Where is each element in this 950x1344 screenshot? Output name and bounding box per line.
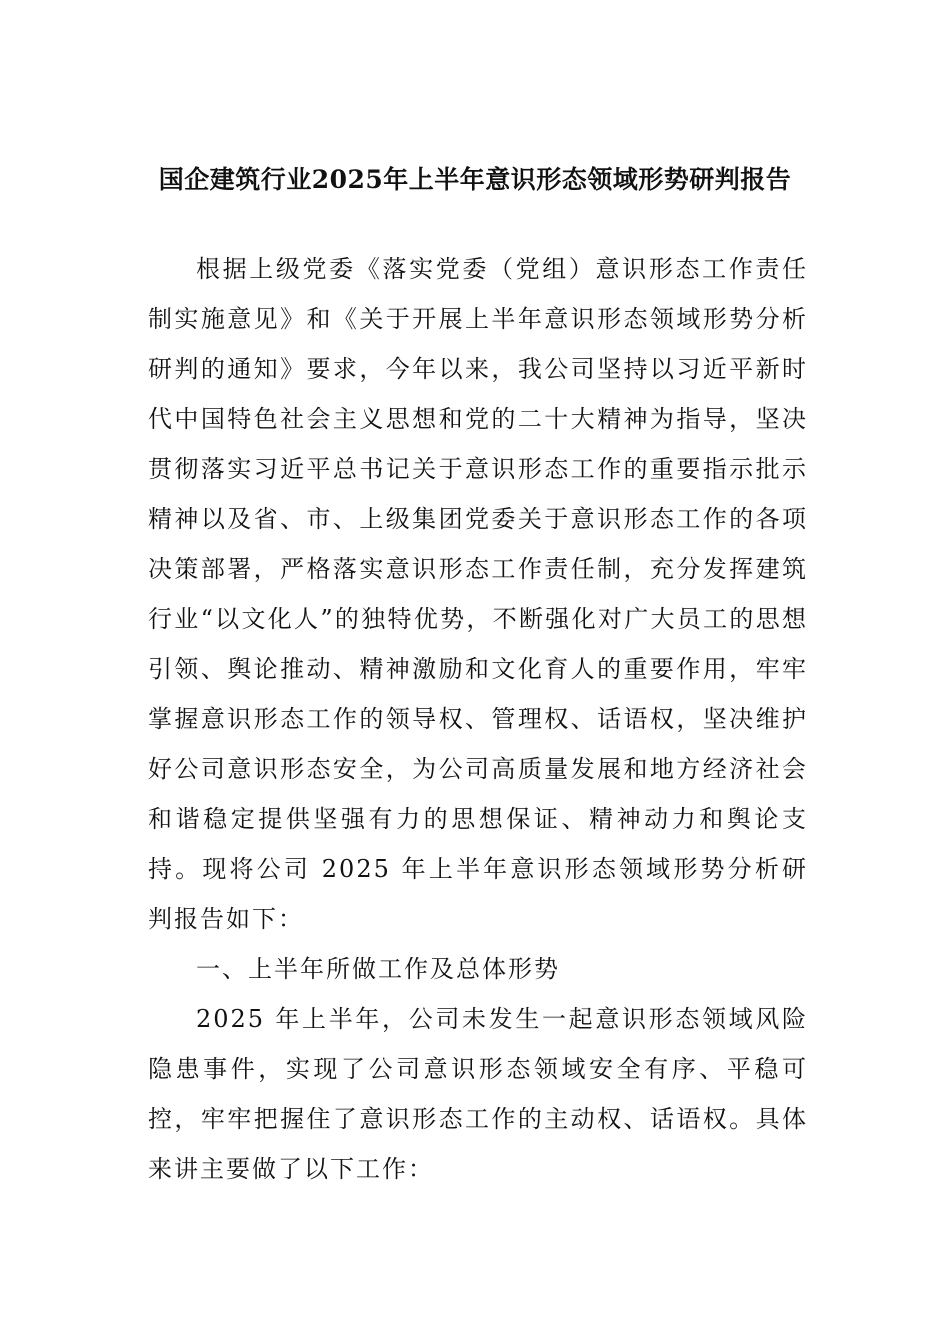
section-paragraph: 2025 年上半年，公司未发生一起意识形态领域风险隐患事件，实现了公司意识形态领域安全有序、平稳可控，牢牢把握住了意识形态工作的主动权、话语权。具体来讲主要做了以下工作：: [148, 1005, 808, 1183]
section-heading: 一、上半年所做工作及总体形势: [196, 955, 560, 983]
intro-paragraph: 根据上级党委《落实党委（党组）意识形态工作责任制实施意见》和《关于开展上半年意识形态领域形势分析研判的通知》要求，今年以来，我公司坚持以习近平新时代中国特色社会主义思想和党的二十大精神为指导，坚决贯彻落实习近平总书记关于意识形态工作的重要指示批示精神以及省、市、上级集团党委关于意识形态工作的各项决策部署，严格落实意识形态工作责任制，充分发挥建筑行业“以文化人”的独特优势，不断强化对广大员工的思想引领、舆论推动、精神激励和文化育人的重要作用，牢牢掌握意识形态工作的领导权、管理权、话语权，坚决维护好公司意识形态安全，为公司高质量发展和地方经济社会和谐稳定提供坚强有力的思想保证、精神动力和舆论支持。现将公司 2025 年上半年意识形态领域形势分析研判报告如下：: [148, 255, 808, 933]
document-title: 国企建筑行业2025年上半年意识形态领域形势研判报告: [158, 165, 792, 194]
document-body: [148, 244, 808, 1194]
